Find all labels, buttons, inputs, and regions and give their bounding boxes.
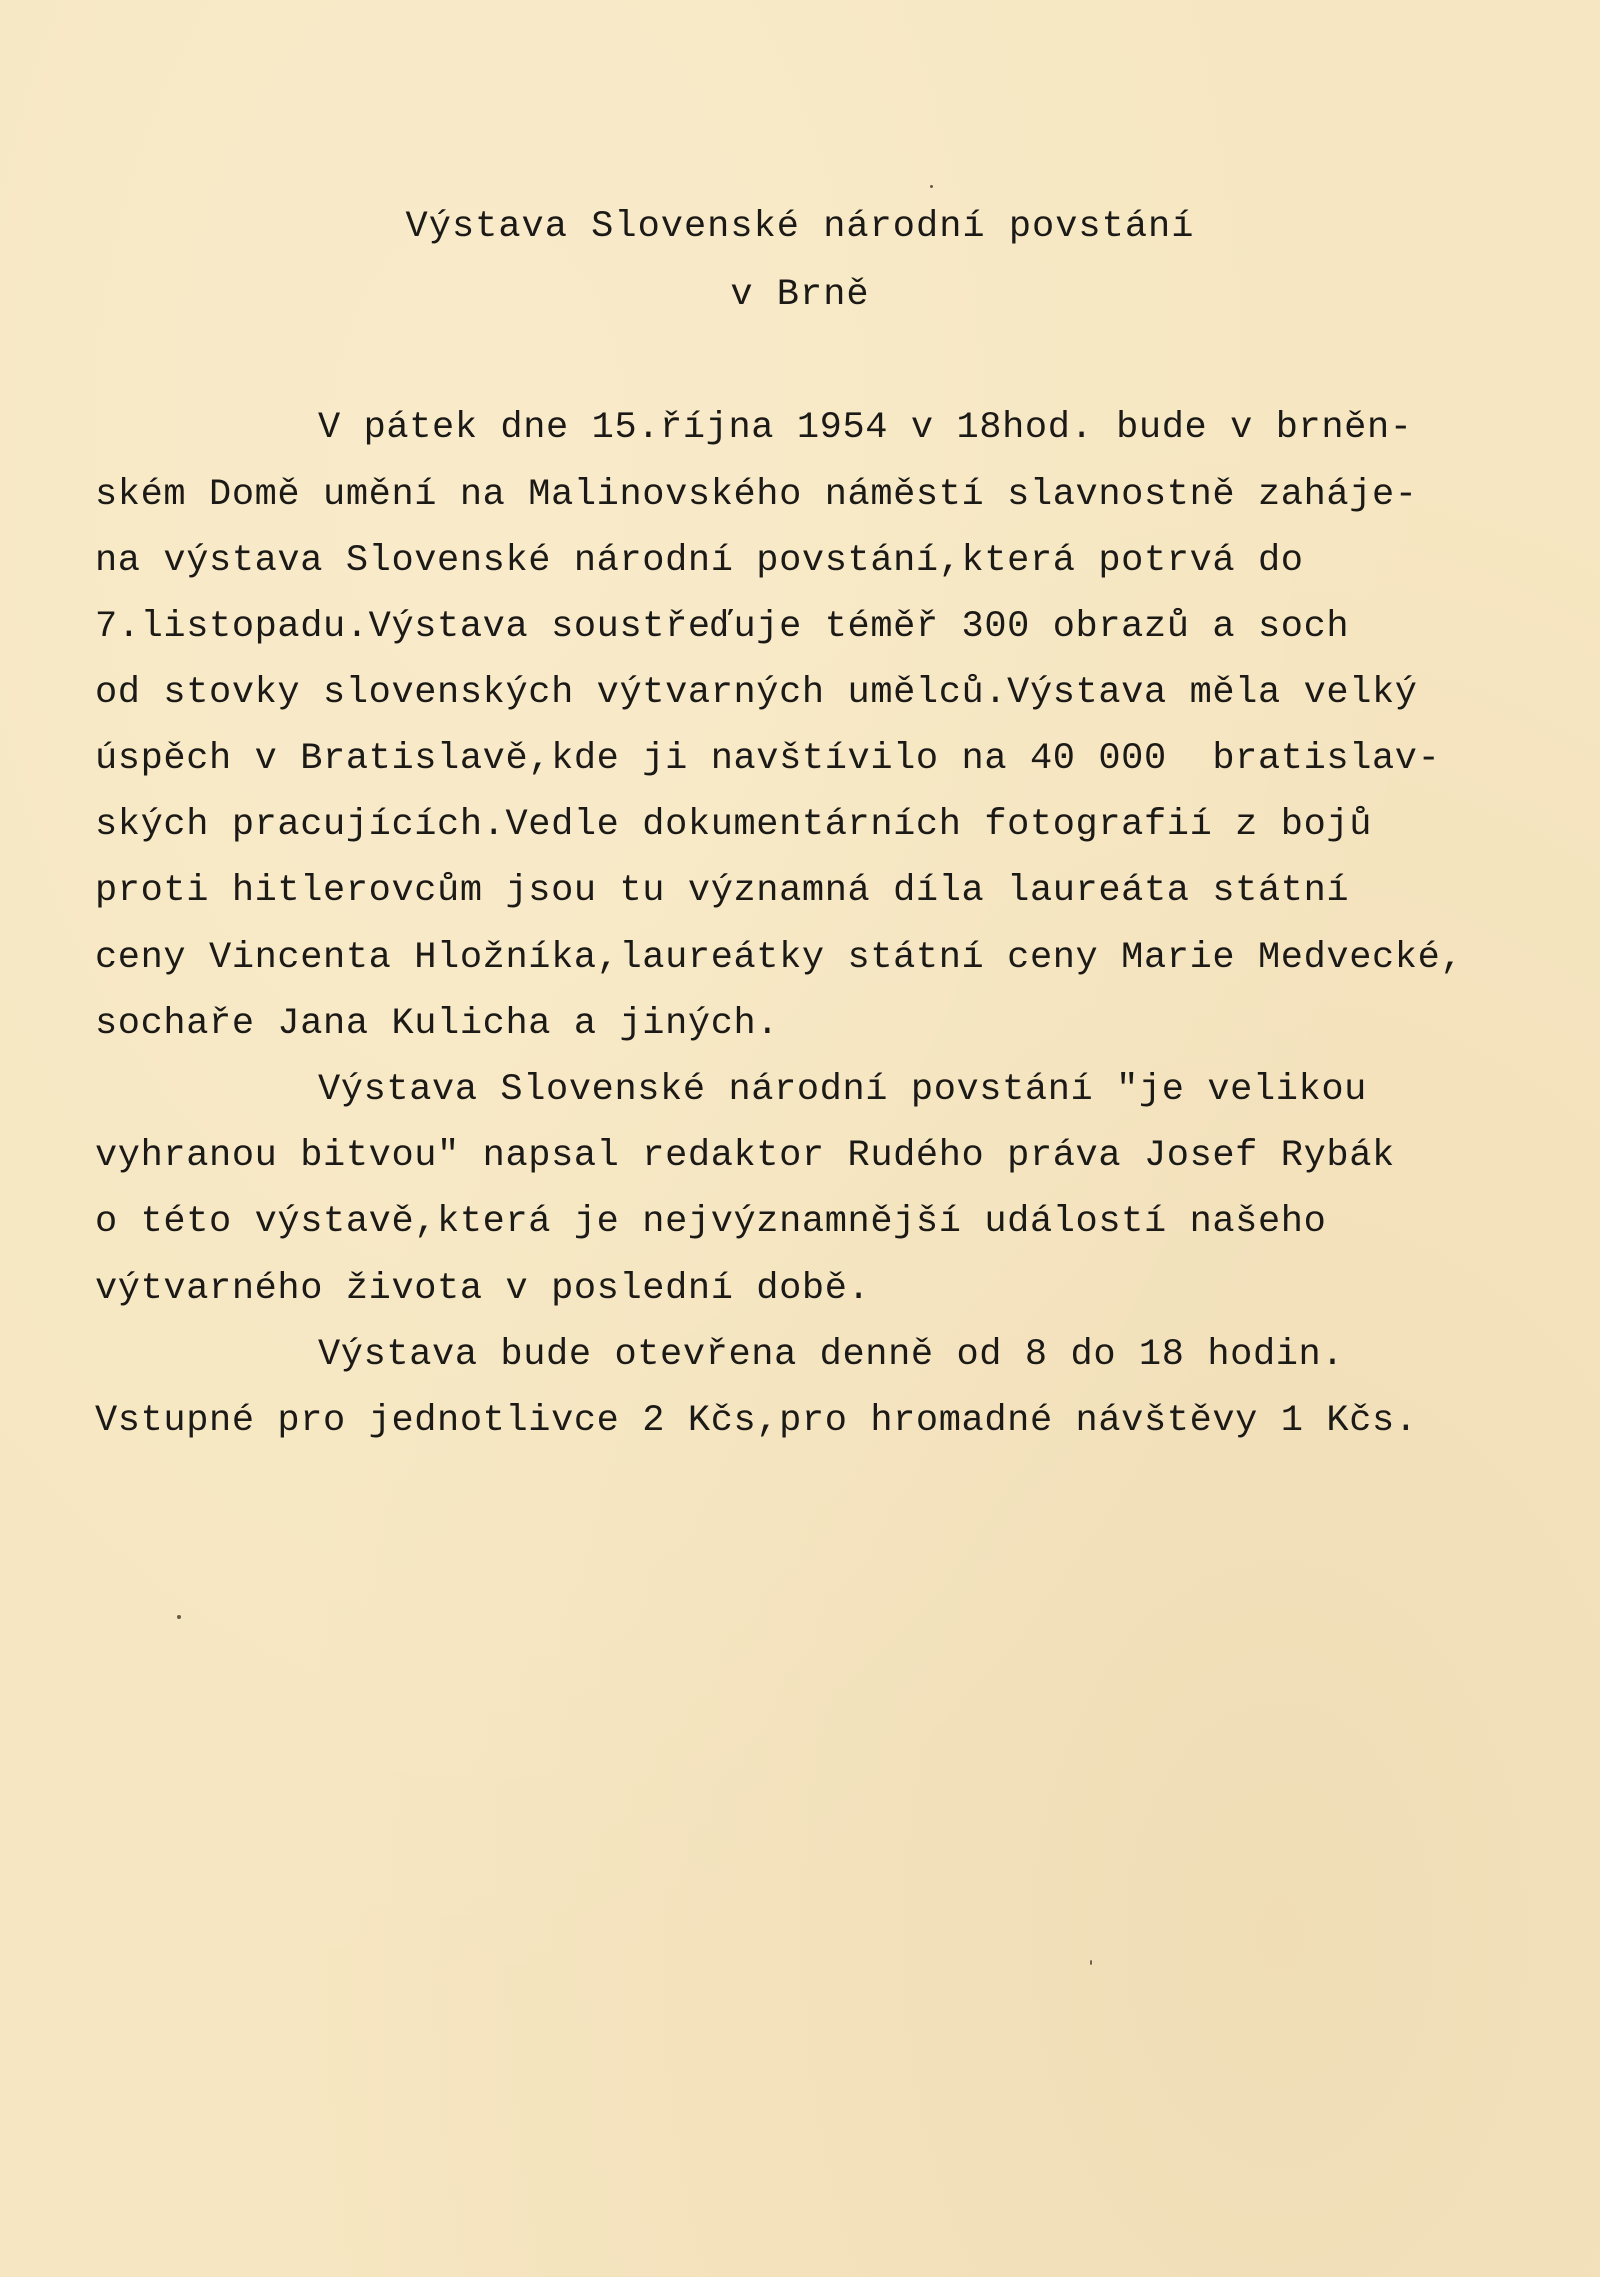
paper-speck	[1090, 1960, 1092, 1965]
body-line: Vstupné pro jednotlivce 2 Kčs,pro hromadné návštěvy 1 Kčs.	[95, 1400, 1418, 1442]
body-line: na výstava Slovenské národní povstání,která potrvá do	[95, 540, 1304, 582]
body-line: V pátek dne 15.října 1954 v 18hod. bude v brněn-	[318, 407, 1413, 449]
body-line: ceny Vincenta Hložníka,laureátky státní ceny Marie Medvecké,	[95, 937, 1464, 979]
body-line: sochaře Jana Kulicha a jiných.	[95, 1003, 780, 1045]
document-title: Výstava Slovenské národní povstání	[405, 206, 1195, 248]
document-subtitle: v Brně	[730, 274, 870, 316]
body-line: ském Domě umění na Malinovského náměstí slavnostně zaháje-	[95, 474, 1418, 516]
body-line: úspěch v Bratislavě,kde ji navštívilo na 40 000 bratislav-	[95, 738, 1441, 780]
body-line: od stovky slovenských výtvarných umělců.Výstava měla velký	[95, 672, 1418, 714]
paper-speck	[177, 1615, 181, 1619]
paper-speck	[930, 185, 933, 188]
body-line: Výstava bude otevřena denně od 8 do 18 hodin.	[318, 1334, 1345, 1376]
body-line: o této výstavě,která je nejvýznamnější událostí našeho	[95, 1201, 1327, 1243]
body-line: výtvarného života v poslední době.	[95, 1268, 871, 1310]
body-line: Výstava Slovenské národní povstání "je velikou	[318, 1069, 1367, 1111]
body-line: ských pracujících.Vedle dokumentárních fotografií z bojů	[95, 804, 1373, 846]
body-line: 7.listopadu.Výstava soustřeďuje téměř 300 obrazů a soch	[95, 606, 1350, 648]
body-line: vyhranou bitvou" napsal redaktor Rudého práva Josef Rybák	[95, 1135, 1395, 1177]
body-line: proti hitlerovcům jsou tu významná díla laureáta státní	[95, 870, 1350, 912]
